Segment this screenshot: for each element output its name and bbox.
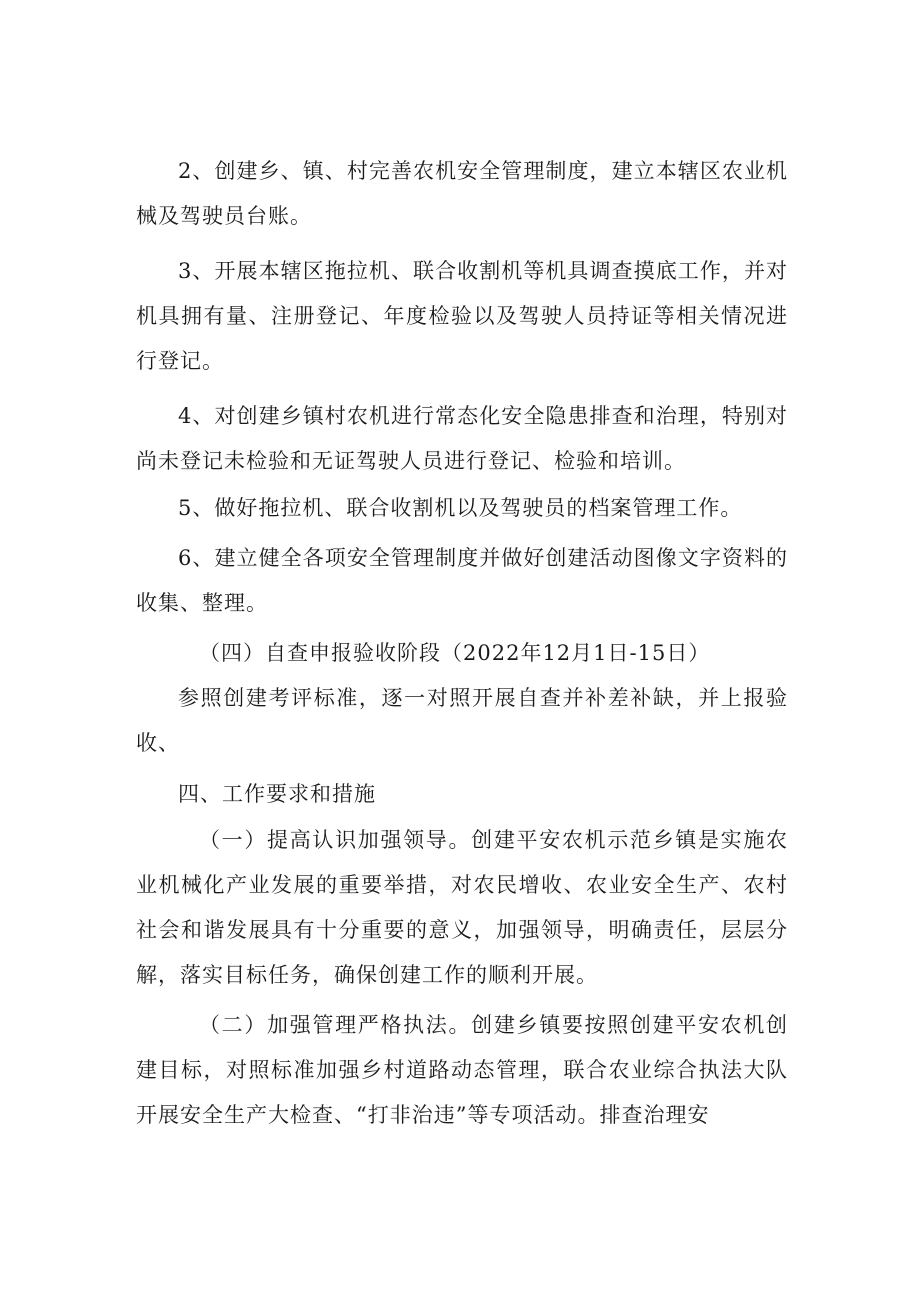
paragraph-item-5: 5、做好拖拉机、联合收割机以及驾驶员的档案管理工作。 [178, 496, 743, 520]
paragraph-item-4: 4、对创建乡镇村农机进行常态化安全隐患排查和治理，特别对尚未登记未检验和无证驾驶人员进行登记、检验和培训。 [136, 404, 788, 473]
paragraph-self-inspection: 参照创建考评标准，逐一对照开展自查并补差补缺，并上报验收、 [136, 686, 788, 755]
paragraph-item-3: 3、开展本辖区拖拉机、联合收割机等机具调查摸底工作，并对机具拥有量、注册登记、年度检验以及驾驶人员持证等相关情况进行登记。 [136, 259, 788, 373]
paragraph-leadership: （一）提高认识加强领导。创建平安农机示范乡镇是实施农业机械化产业发展的重要举措，对农民增收、农业安全生产、农村社会和谐发展具有十分重要的意义，加强领导，明确责任，层层分解，落实目标任务，确保创建工作的顺利开展。 [136, 828, 788, 987]
section-heading-self-inspection: （四）自查申报验收阶段（2022年12月1日-15日） [199, 641, 711, 665]
paragraph-item-2: 2、创建乡、镇、村完善农机安全管理制度，建立本辖区农业机械及驾驶员台账。 [136, 159, 788, 228]
section-heading-requirements: 四、工作要求和措施 [178, 782, 376, 806]
paragraph-item-6: 6、建立健全各项安全管理制度并做好创建活动图像文字资料的收集、整理。 [136, 546, 788, 615]
paragraph-enforcement: （二）加强管理严格执法。创建乡镇要按照创建平安农机创建目标，对照标准加强乡村道路动态管理，联合农业综合执法大队开展安全生产大检查、“打非治违”等专项活动。排查治理安 [136, 1013, 788, 1127]
